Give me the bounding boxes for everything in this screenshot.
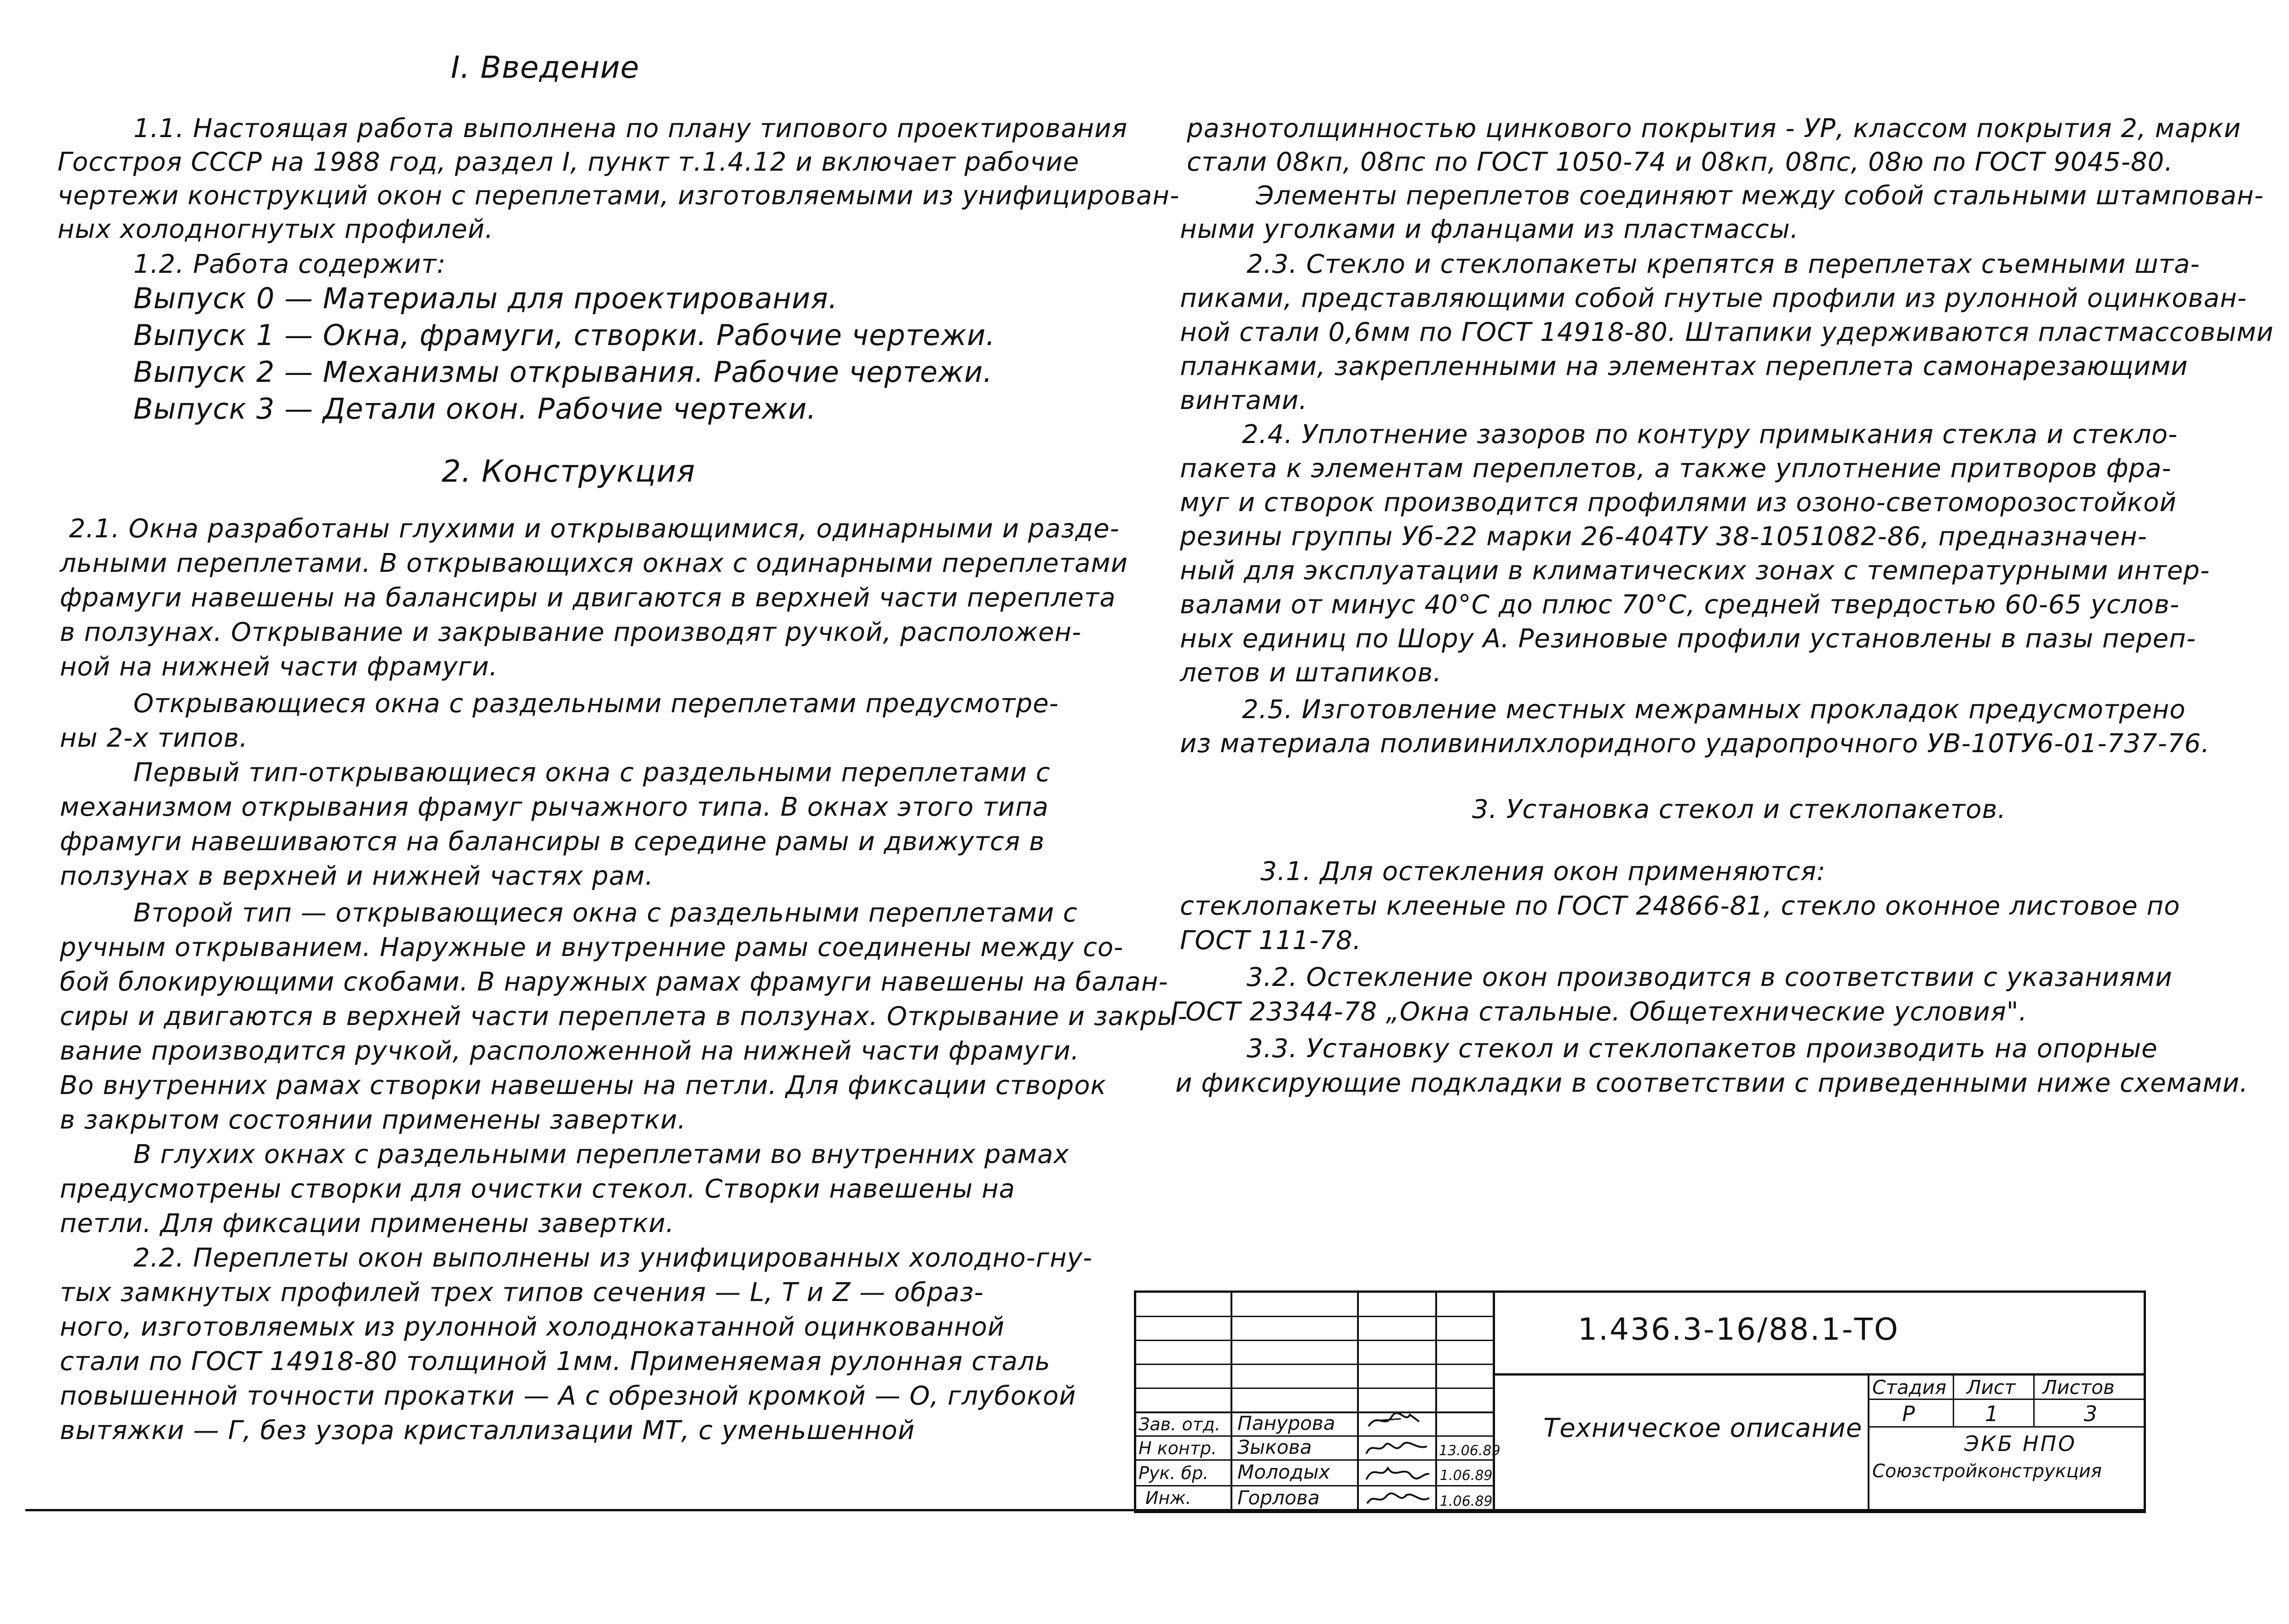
issue-2: Выпуск 2 — Механизмы открывания. Рабочие чертежи. (133, 355, 993, 389)
text-line: в ползунах. Открывание и закрывание производят ручкой, расположен- (60, 617, 1082, 647)
heading-introduction: I. Введение (451, 50, 640, 85)
issue-1: Выпуск 1 — Окна, фрамуги, створки. Рабочие чертежи. (133, 318, 995, 352)
document-title: Техническое описание (1543, 1413, 1863, 1443)
text-line: чертежи конструкций окон с переплетами, изготовляемыми из унифицирован- (58, 181, 1180, 211)
organization-line1: ЭКБ НПО (1964, 1431, 2077, 1456)
text-line: ГОСТ 23344-78 „Окна стальные. Общетехнические условия". (1171, 997, 2028, 1027)
signature-engineer (1363, 1487, 1432, 1509)
text-line: планками, закрепленными на элементах переплета самонарезающими (1180, 351, 2188, 381)
text-line: пакета к элементам переплетов, а также уплотнение притворов фра- (1180, 454, 2172, 484)
text-line: фрамуги навешены на балансиры и двигаются в верхней части переплета (60, 583, 1116, 613)
text-line: ГОСТ 111-78. (1180, 926, 1362, 956)
text-line: сиры и двигаются в верхней части переплета в ползунах. Открывание и закры- (60, 1002, 1188, 1031)
text-line: Первый тип-открывающиеся окна с раздельными переплетами с (133, 758, 1051, 788)
issue-3: Выпуск 3 — Детали окон. Рабочие чертежи. (133, 392, 817, 426)
heading-glass-installation: 3. Установка стекол и стеклопакетов. (1472, 795, 2007, 824)
date-team-lead: 1.06.89 (1440, 1468, 1493, 1484)
text-line: Элементы переплетов соединяют между собой стальными штампован- (1256, 181, 2264, 211)
sheets-label: Листов (2042, 1376, 2115, 1399)
text-line: ных холодногнутых профилей. (58, 214, 494, 244)
text-line: стеклопакеты клееные по ГОСТ 24866-81, стекло оконное листовое по (1180, 891, 2180, 921)
text-line: стали 08кп, 08пс по ГОСТ 1050-74 и 08кп, 08пс, 08ю по ГОСТ 9045-80. (1187, 147, 2174, 177)
text-line: вание производится ручкой, расположенной на нижней части фрамуги. (60, 1036, 1080, 1066)
text-line: Госстроя СССР на 1988 год, раздел I, пункт т.1.4.12 и включает рабочие (58, 147, 1080, 177)
text-line: механизмом открывания фрамуг рычажного типа. В окнах этого типа (60, 792, 1049, 822)
text-line: ползунах в верхней и нижней частях рам. (60, 861, 654, 891)
text-line: и фиксирующие подкладки в соответствии с приведенными ниже схемами. (1175, 1068, 2249, 1098)
text-line: 2.1. Окна разработаны глухими и открывающимися, одинарными и разде- (69, 514, 1120, 544)
text-line: 2.4. Уплотнение зазоров по контуру примыкания стекла и стекло- (1242, 420, 2178, 449)
text-line: ручным открыванием. Наружные и внутренние рамы соединены между со- (60, 933, 1124, 962)
text-line: стали по ГОСТ 14918-80 толщиной 1мм. Применяемая рулонная сталь (60, 1347, 1051, 1376)
text-line: 2.2. Переплеты окон выполнены из унифицированных холодно-гну- (133, 1243, 1093, 1273)
text-line: 1.1. Настоящая работа выполнена по плану типового проектирования (133, 114, 1128, 144)
text-line: пиками, представляющими собой гнутые профили из рулонной оцинкован- (1180, 283, 2247, 313)
text-line: винтами. (1180, 386, 1308, 415)
text-line: В глухих окнах с раздельными переплетами во внутренних рамах (133, 1140, 1070, 1169)
text-line: летов и штапиков. (1180, 658, 1442, 688)
role-head-department: Зав. отд. (1139, 1414, 1220, 1434)
text-line: петли. Для фиксации применены завертки. (60, 1209, 675, 1238)
text-line: из материала поливинилхлоридного ударопрочного УВ-10ТУ6-01-737-76. (1180, 729, 2210, 759)
role-norm-control: Н контр. (1139, 1438, 1217, 1458)
text-line: тых замкнутых профилей трех типов сечения — L, T и Z — образ- (60, 1278, 984, 1307)
text-line: вытяжки — Г, без узора кристаллизации МТ, с уменьшенной (60, 1416, 915, 1445)
date-engineer: 1.06.89 (1440, 1493, 1493, 1509)
role-engineer: Инж. (1145, 1488, 1191, 1508)
sheet-label: Лист (1967, 1376, 2016, 1399)
text-line: ны 2-х типов. (60, 723, 248, 753)
text-line: повышенной точности прокатки — А с обрезной кромкой — О, глубокой (60, 1381, 1076, 1411)
text-line: муг и створок производится профилями из озоно-светоморозостойкой (1180, 488, 2177, 518)
text-line: Открывающиеся окна с раздельными переплетами предусмотре- (133, 689, 1059, 719)
text-line: 2.5. Изготовление местных межрамных прокладок предусмотрено (1242, 695, 2186, 725)
sheets-value: 3 (2084, 1401, 2098, 1426)
signature-head-department (1364, 1408, 1431, 1433)
name-head-department: Панурова (1237, 1412, 1335, 1434)
date-norm-control: 13.06.89 (1439, 1443, 1501, 1459)
text-line: ного, изготовляемых из рулонной холоднокатанной оцинкованной (60, 1312, 1005, 1342)
text-line: ный для эксплуатации в климатических зонах с температурными интер- (1180, 556, 2210, 586)
stage-value: Р (1902, 1401, 1915, 1426)
heading-construction: 2. Конструкция (442, 454, 696, 489)
text-line: разнотолщинностью цинкового покрытия - УР, классом покрытия 2, марки (1187, 114, 2241, 144)
sheet-value: 1 (1985, 1401, 1999, 1426)
document-code: 1.436.3-16/88.1-ТО (1578, 1312, 1899, 1347)
text-line: резины группы Уб-22 марки 26-404ТУ 38-1051082-86, предназначен- (1180, 522, 2147, 552)
text-line: фрамуги навешиваются на балансиры в середине рамы и движутся в (60, 827, 1045, 857)
text-line: бой блокирующими скобами. В наружных рамах фрамуги навешены на балан- (60, 967, 1168, 997)
name-team-lead: Молодых (1237, 1461, 1330, 1483)
text-line: ных единиц по Шору А. Резиновые профили установлены в пазы переп- (1180, 624, 2196, 654)
name-norm-control: Зыкова (1237, 1436, 1312, 1458)
signature-norm-control (1363, 1436, 1432, 1458)
text-line: 3.1. Для остекления окон применяются: (1260, 857, 1826, 887)
signature-team-lead (1363, 1461, 1432, 1483)
text-line: ными уголками и фланцами из пластмассы. (1180, 214, 1799, 244)
text-line: 3.3. Установку стекол и стеклопакетов производить на опорные (1247, 1034, 2158, 1064)
text-line: 1.2. Работа содержит: (133, 249, 446, 279)
text-line: ной стали 0,6мм по ГОСТ 14918-80. Штапики удерживаются пластмассовыми (1180, 317, 2274, 347)
text-line: валами от минус 40°С до плюс 70°С, средней твердостью 60-65 услов- (1180, 590, 2180, 620)
text-line: Второй тип — открывающиеся окна с раздельными переплетами с (133, 898, 1078, 928)
text-line: Во внутренних рамах створки навешены на петли. Для фиксации створок (60, 1071, 1107, 1100)
text-line: 2.3. Стекло и стеклопакеты крепятся в переплетах съемными шта- (1247, 249, 2200, 279)
text-line: в закрытом состоянии применены завертки. (60, 1105, 686, 1135)
name-engineer: Горлова (1237, 1486, 1320, 1509)
text-line: ной на нижней части фрамуги. (60, 652, 498, 682)
text-line: 3.2. Остекление окон производится в соответствии с указаниями (1247, 962, 2173, 992)
issue-0: Выпуск 0 — Материалы для проектирования. (133, 282, 838, 315)
role-team-lead: Рук. бр. (1139, 1463, 1209, 1483)
text-line: льными переплетами. В открывающихся окнах с одинарными переплетами (60, 548, 1128, 578)
stage-label: Стадия (1872, 1376, 1947, 1399)
text-line: предусмотрены створки для очистки стекол. Створки навешены на (60, 1174, 1015, 1204)
organization-line2: Союзстройконструкция (1872, 1461, 2102, 1482)
